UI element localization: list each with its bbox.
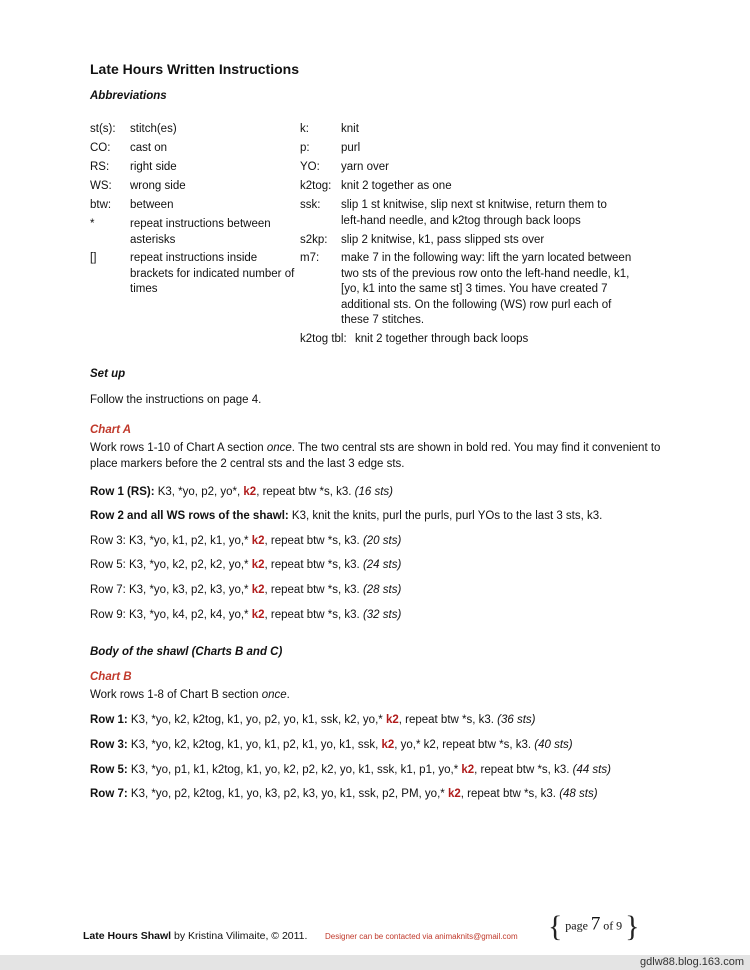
chart-b-heading: Chart B	[90, 671, 132, 683]
watermark-text: gdlw88.blog.163.com	[640, 956, 744, 968]
page-label: page	[565, 918, 588, 933]
abbr-term: WS:	[90, 180, 112, 192]
chart-a-heading: Chart A	[90, 424, 132, 436]
abbr-term: m7:	[300, 252, 320, 264]
abbr-term: *	[90, 218, 95, 230]
chart-b-row-3: Row 3: K3, *yo, k2, k2tog, k1, yo, k1, p2, k1, yo, k1, ssk, k2, yo,* k2, repeat btw *s, k3. (40 sts)	[90, 739, 573, 751]
abbr-term: k2tog tbl:	[300, 333, 347, 345]
chart-a-row-5: Row 5: K3, *yo, k2, p2, k2, yo,* k2, repeat btw *s, k3. (24 sts)	[90, 559, 402, 571]
footer-contact: Designer can be contacted via animaknits@gmail.com	[325, 932, 518, 941]
abbr-def: cast on	[130, 142, 168, 154]
abbr-def: slip 2 knitwise, k1, pass slipped sts over	[341, 234, 545, 246]
abbr-def: purl	[341, 142, 361, 154]
abbr-term: s2kp:	[300, 234, 328, 246]
abbr-def: repeat instructions inside brackets for indicated number of times	[130, 252, 295, 295]
page-total: of 9	[603, 918, 623, 933]
chart-a-row-1: Row 1 (RS): K3, *yo, p2, yo*, k2, repeat btw *s, k3. (16 sts)	[90, 486, 393, 498]
abbr-term: btw:	[90, 199, 112, 211]
abbr-term: ssk:	[300, 199, 321, 211]
abbr-term: k2tog:	[300, 180, 332, 192]
chart-b-intro: Work rows 1-8 of Chart B section once.	[90, 689, 290, 701]
chart-b-row-7: Row 7: K3, *yo, p2, k2tog, k1, yo, k3, p2, k3, yo, k1, ssk, p2, PM, yo,* k2, repeat btw *s, k3. (48 sts)	[90, 788, 598, 800]
abbr-def: knit 2 together through back loops	[355, 333, 529, 345]
chart-a-row-3: Row 3: K3, *yo, k1, p2, k1, yo,* k2, repeat btw *s, k3. (20 sts)	[90, 535, 402, 547]
page-current: 7	[590, 913, 601, 935]
abbr-term: k:	[300, 123, 309, 135]
abbr-def: knit 2 together as one	[341, 180, 452, 192]
body-heading: Body of the shawl (Charts B and C)	[90, 646, 283, 658]
setup-heading: Set up	[90, 368, 126, 380]
footer-credit: Late Hours Shawl by Kristina Vilimaite, © 2011.	[83, 930, 308, 942]
abbr-def: make 7 in the following way: lift the yarn located between two sts of the previous row onto the left-hand needle, k1, [yo, k1 into the same st] 3 times. You have created 7 additional sts. On the following (WS) row purl each of these 7 stitches.	[341, 252, 632, 326]
brace-close: }	[625, 910, 640, 943]
abbr-term: []	[90, 252, 97, 264]
abbr-def: wrong side	[130, 180, 186, 192]
watermark-bar	[0, 955, 750, 970]
setup-text: Follow the instructions on page 4.	[90, 394, 262, 406]
abbr-def: between	[130, 199, 174, 211]
abbr-def: repeat instructions between asterisks	[130, 218, 271, 246]
abbr-term: p:	[300, 142, 310, 154]
chart-b-row-1: Row 1: K3, *yo, k2, k2tog, k1, yo, p2, yo, k1, ssk, k2, yo,* k2, repeat btw *s, k3. (36 sts)	[90, 714, 536, 726]
chart-a-row-7: Row 7: K3, *yo, k3, p2, k3, yo,* k2, repeat btw *s, k3. (28 sts)	[90, 584, 402, 596]
abbr-def: right side	[130, 161, 177, 173]
chart-b-row-5: Row 5: K3, *yo, p1, k1, k2tog, k1, yo, k2, p2, k2, yo, k1, ssk, k1, p1, yo,* k2, repeat btw *s, k3. (44 sts)	[90, 764, 611, 776]
chart-a-row-2: Row 2 and all WS rows of the shawl: K3, knit the knits, purl the purls, purl YOs to the last 3 sts, k3.	[90, 510, 603, 522]
abbr-def: yarn over	[341, 161, 389, 173]
page-title: Late Hours Written Instructions	[90, 61, 299, 77]
chart-a-intro: Work rows 1-10 of Chart A section once. The two central sts are shown in bold red. You may find it convenient to place markers before the 2 central sts and the last 3 edge sts.	[90, 442, 661, 470]
page-number	[548, 910, 639, 944]
abbr-def: stitch(es)	[130, 123, 177, 135]
abbr-term: CO:	[90, 142, 111, 154]
abbr-term: RS:	[90, 161, 110, 173]
abbr-def: knit	[341, 123, 359, 135]
chart-a-row-9: Row 9: K3, *yo, k4, p2, k4, yo,* k2, repeat btw *s, k3. (32 sts)	[90, 609, 402, 621]
abbr-term: st(s):	[90, 123, 116, 135]
abbreviations-heading: Abbreviations	[90, 90, 167, 102]
brace-open: {	[548, 910, 563, 943]
abbr-def: slip 1 st knitwise, slip next st knitwise, return them to left-hand needle, and k2tog through back loops	[341, 199, 607, 227]
abbr-term: YO:	[300, 161, 320, 173]
